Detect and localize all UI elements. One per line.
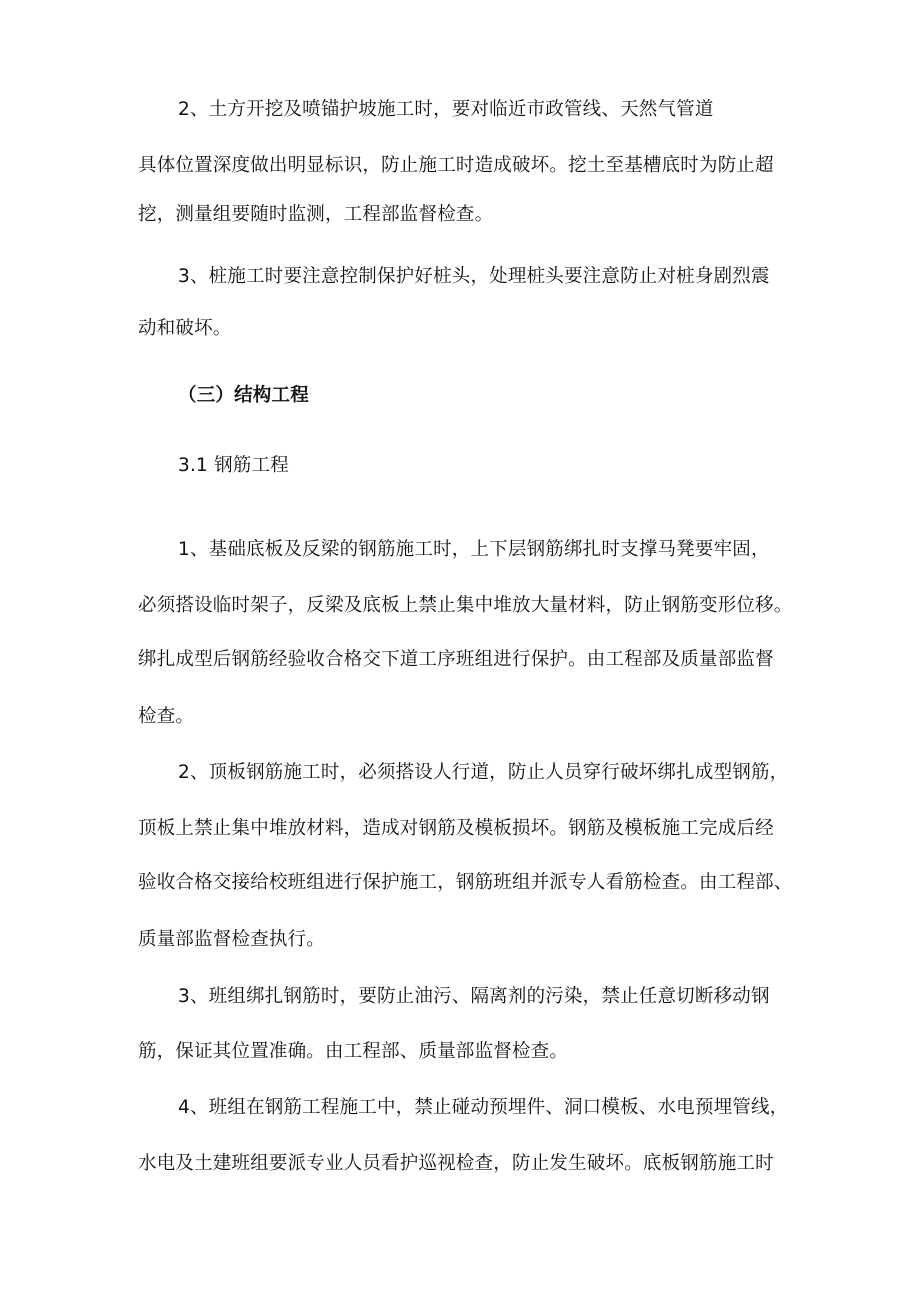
- paragraph-line: 验收合格交接给校班组进行保护施工，钢筋班组并派专人看筋检查。由工程部、: [138, 872, 793, 893]
- paragraph-line: 动和破坏。: [138, 318, 232, 339]
- paragraph-line: 2、土方开挖及喷锚护坡施工时，要对临近市政管线、天然气管道: [178, 99, 714, 120]
- paragraph-line: 2、顶板钢筋施工时，必须搭设人行道，防止人员穿行破坏绑扎成型钢筋，: [178, 762, 789, 783]
- section-heading: （三）结构工程: [178, 385, 309, 406]
- subsection-heading: 3.1 钢筋工程: [178, 455, 289, 476]
- paragraph-line: 挖，测量组要随时监测，工程部监督检查。: [138, 204, 494, 225]
- paragraph-line: 顶板上禁止集中堆放材料，造成对钢筋及模板损坏。钢筋及模板施工完成后经: [138, 818, 774, 839]
- paragraph-line: 检查。: [138, 706, 195, 727]
- paragraph-line: 绑扎成型后钢筋经验收合格交下道工序班组进行保护。由工程部及质量部监督: [138, 649, 774, 670]
- paragraph-line: 质量部监督检查执行。: [138, 929, 326, 950]
- paragraph-line: 筋，保证其位置准确。由工程部、质量部监督检查。: [138, 1041, 569, 1062]
- paragraph-line: 必须搭设临时架子，反梁及底板上禁止集中堆放大量材料，防止钢筋变形位移。: [138, 595, 793, 616]
- paragraph-line: 3、桩施工时要注意控制保护好桩头，处理桩头要注意防止对桩身剧烈震: [178, 266, 770, 287]
- paragraph-line: 4、班组在钢筋工程施工中，禁止碰动预埋件、洞口模板、水电预埋管线，: [178, 1097, 789, 1118]
- paragraph-line: 具体位置深度做出明显标识，防止施工时造成破坏。挖土至基槽底时为防止超: [138, 155, 774, 176]
- paragraph-line: 水电及土建班组要派专业人员看护巡视检查，防止发生破坏。底板钢筋施工时: [138, 1153, 774, 1174]
- paragraph-line: 3、班组绑扎钢筋时，要防止油污、隔离剂的污染，禁止任意切断移动钢: [178, 986, 770, 1007]
- paragraph-line: 1、基础底板及反梁的钢筋施工时，上下层钢筋绑扎时支撑马凳要牢固，: [178, 539, 770, 560]
